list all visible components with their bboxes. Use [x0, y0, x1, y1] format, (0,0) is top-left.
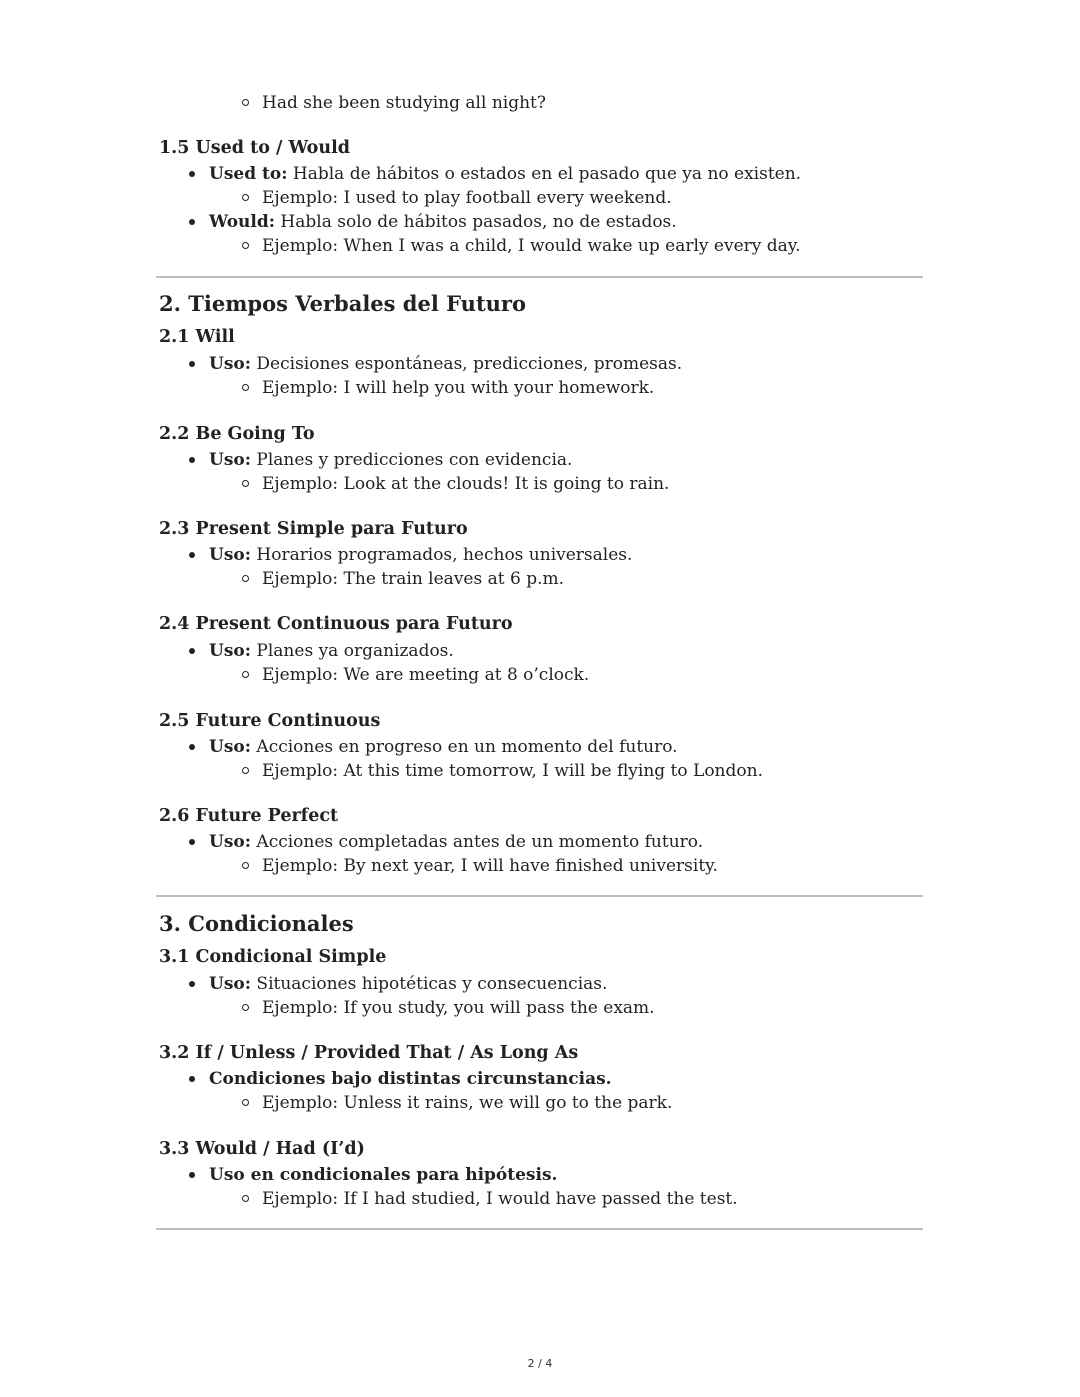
list-item [209, 163, 801, 185]
list-item-example: Ejemplo: We are meeting at 8 o’clock. [262, 665, 590, 685]
disc-bullet-icon [189, 1172, 195, 1178]
item-text: Decisiones espontáneas, predicciones, promesas. [251, 354, 683, 374]
list-item-example: Ejemplo: Unless it rains, we will go to the park. [262, 1093, 673, 1113]
section-heading-2-1: 2.1 Will [159, 327, 235, 347]
item-label: Uso: [209, 450, 252, 470]
disc-bullet-icon [189, 648, 195, 654]
list-item-example: Ejemplo: I used to play football every weekend. [262, 188, 672, 208]
list-item [209, 640, 454, 662]
list-item [209, 736, 678, 758]
circle-bullet-icon [242, 1004, 249, 1011]
section-heading-2-2: 2.2 Be Going To [159, 424, 315, 444]
list-item-example: Ejemplo: At this time tomorrow, I will be flying to London. [262, 761, 763, 781]
disc-bullet-icon [189, 361, 195, 367]
section-heading-2-3: 2.3 Present Simple para Futuro [159, 519, 468, 539]
section-heading-1-5: 1.5 Used to / Would [159, 138, 350, 158]
disc-bullet-icon [189, 171, 195, 177]
section-title-2: 2. Tiempos Verbales del Futuro [159, 291, 526, 316]
item-label: Would: [209, 212, 276, 232]
section-divider [156, 1228, 923, 1230]
section-heading-2-6: 2.6 Future Perfect [159, 806, 339, 826]
list-item-example: Ejemplo: If I had studied, I would have passed the test. [262, 1189, 738, 1209]
section-heading-3-1: 3.1 Condicional Simple [159, 947, 387, 967]
circle-bullet-icon [242, 480, 249, 487]
page-number: 2 / 4 [527, 1357, 553, 1370]
list-item-example: Ejemplo: I will help you with your homework. [262, 378, 655, 398]
list-item [209, 973, 607, 995]
list-item: Condiciones bajo distintas circunstancias. [209, 1069, 612, 1089]
section-heading-3-2: 3.2 If / Unless / Provided That / As Long As [159, 1043, 579, 1063]
list-item [209, 353, 682, 375]
list-item-example: Ejemplo: By next year, I will have finished university. [262, 856, 718, 876]
item-text: Habla de hábitos o estados en el pasado que ya no existen. [287, 164, 802, 184]
section-divider [156, 276, 923, 278]
disc-bullet-icon [189, 839, 195, 845]
item-label: Uso: [209, 832, 252, 852]
circle-bullet-icon [242, 242, 249, 249]
item-label: Uso: [209, 641, 252, 661]
section-heading-2-5: 2.5 Future Continuous [159, 711, 381, 731]
item-label: Used to: [209, 164, 288, 184]
list-item [209, 831, 703, 853]
circle-bullet-icon [242, 575, 249, 582]
item-text: Horarios programados, hechos universales. [251, 545, 633, 565]
circle-bullet-icon [242, 1195, 249, 1202]
circle-bullet-icon [242, 767, 249, 774]
circle-bullet-icon [242, 99, 249, 106]
disc-bullet-icon [189, 219, 195, 225]
list-item-example: Ejemplo: When I was a child, I would wake up early every day. [262, 236, 801, 256]
item-text: Situaciones hipotéticas y consecuencias. [251, 974, 608, 994]
section-heading-3-3: 3.3 Would / Had (I’d) [159, 1139, 365, 1159]
circle-bullet-icon [242, 194, 249, 201]
section-divider [156, 895, 923, 897]
item-text: Habla solo de hábitos pasados, no de estados. [275, 212, 677, 232]
circle-bullet-icon [242, 671, 249, 678]
list-item: Uso en condicionales para hipótesis. [209, 1165, 558, 1185]
disc-bullet-icon [189, 1076, 195, 1082]
section-heading-2-4: 2.4 Present Continuous para Futuro [159, 614, 513, 634]
disc-bullet-icon [189, 552, 195, 558]
disc-bullet-icon [189, 981, 195, 987]
list-item-example: Ejemplo: The train leaves at 6 p.m. [262, 569, 565, 589]
list-item-example: Ejemplo: If you study, you will pass the exam. [262, 998, 655, 1018]
item-text: Acciones en progreso en un momento del futuro. [251, 737, 678, 757]
list-item-example: Ejemplo: Look at the clouds! It is going to rain. [262, 474, 670, 494]
list-item [209, 544, 632, 566]
item-text: Acciones completadas antes de un momento futuro. [251, 832, 704, 852]
item-label: Uso: [209, 737, 252, 757]
circle-bullet-icon [242, 862, 249, 869]
item-text: Planes y predicciones con evidencia. [251, 450, 573, 470]
section-title-3: 3. Condicionales [159, 911, 354, 936]
list-item [209, 449, 572, 471]
item-text: Planes ya organizados. [251, 641, 454, 661]
circle-bullet-icon [242, 1099, 249, 1106]
list-item-example: Had she been studying all night? [262, 93, 546, 113]
item-label: Uso: [209, 974, 252, 994]
circle-bullet-icon [242, 384, 249, 391]
item-label: Uso: [209, 545, 252, 565]
disc-bullet-icon [189, 457, 195, 463]
disc-bullet-icon [189, 744, 195, 750]
list-item [209, 211, 677, 233]
item-label: Uso: [209, 354, 252, 374]
